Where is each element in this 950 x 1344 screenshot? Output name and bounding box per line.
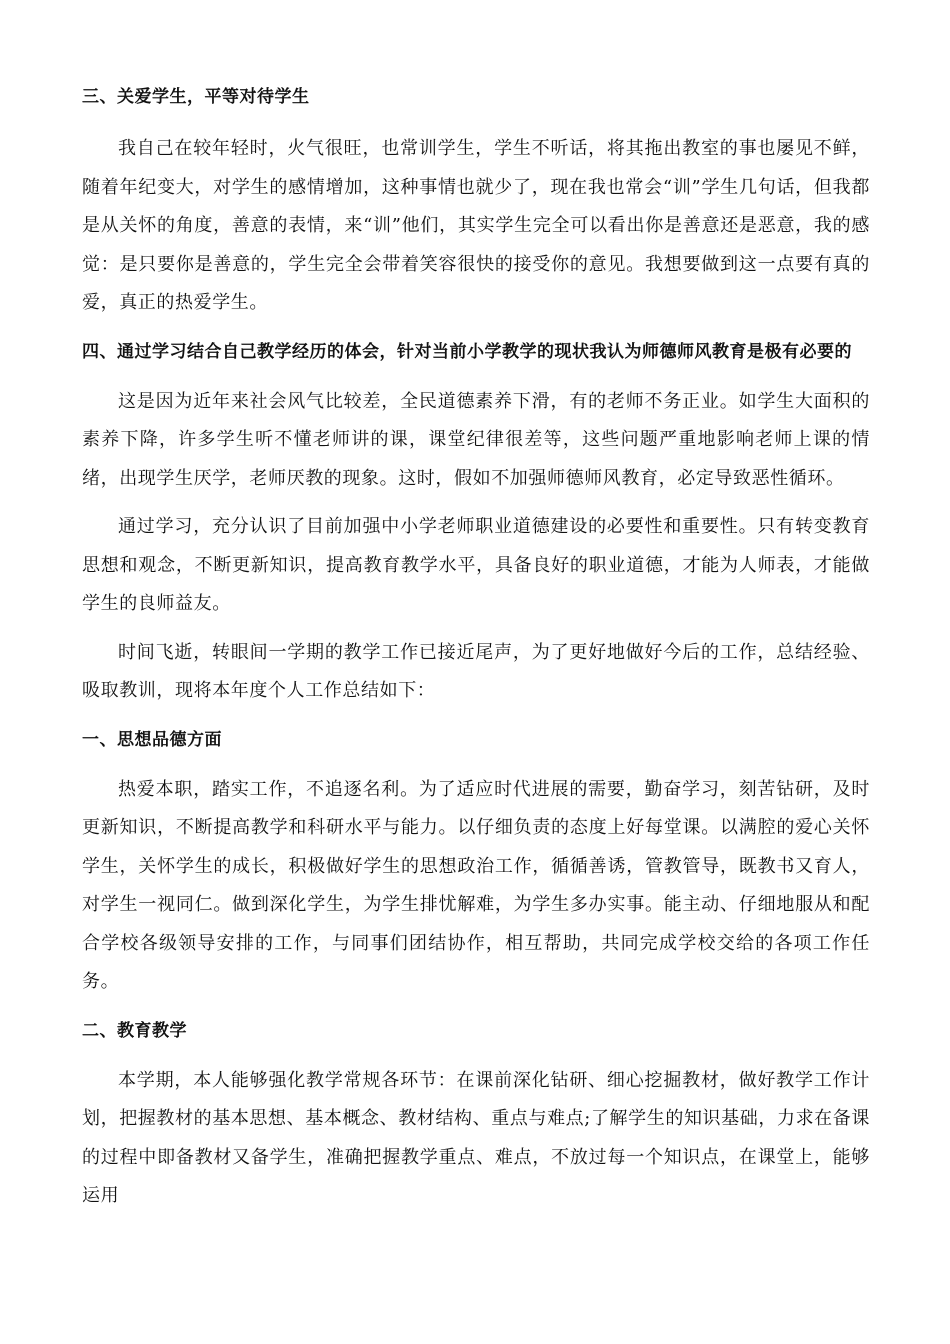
section-heading-teaching: 二、教育教学 (82, 1020, 187, 1041)
section-heading-care-students: 三、关爱学生，平等对待学生 (82, 87, 310, 107)
paragraph-care-students: 我自己在较年轻时，火气很旺，也常训学生，学生不听话，将其拖出教室的事也屡见不鲜，随着年纪变大，对学生的感情增加，这种事情也就少了，现在我也常会“训”学生几句话，但我都是从关怀的角度，善意的表情，来“训”他们，其实学生完全可以看出你是善意还是恶意，我的感觉：是只要你是善意的，学生完全会带着笑容很快的接受你的意见。我想要做到这一点要有真的爱，真正的热爱学生。 (82, 138, 870, 313)
paragraph-ideology-morality: 热爱本职，踏实工作，不追逐名利。为了适应时代进展的需要，勤奋学习，刻苦钻研，及时更新知识，不断提高教学和科研水平与能力。以仔细负责的态度上好每堂课。以满腔的爱心关怀学生，关怀学生的成长，积极做好学生的思想政治工作，循循善诱，管教管导，既教书又育人，对学生一视同仁。做到深化学生，为学生排忧解难，为学生多办实事。能主动、仔细地服从和配合学校各级领导安排的工作，与同事们团结协作，相互帮助，共同完成学校交给的各项工作任务。 (82, 778, 870, 992)
section-heading-ideology-morality: 一、思想品德方面 (82, 729, 222, 750)
section-heading-ethics-education: 四、通过学习结合自己教学经历的体会，针对当前小学教学的现状我认为师德师风教育是极有必要的 (82, 341, 852, 362)
paragraph-summary-intro: 时间飞逝，转眼间一学期的教学工作已接近尾声，为了更好地做好今后的工作，总结经验、吸取教训，现将本年度个人工作总结如下： (82, 641, 870, 701)
paragraph-social-climate: 这是因为近年来社会风气比较差，全民道德素养下滑，有的老师不务正业。如学生大面积的素养下降，许多学生听不懂老师讲的课，课堂纪律很差等，这些问题严重地影响老师上课的情绪，出现学生厌学，老师厌教的现象。这时，假如不加强师德师风教育，必定导致恶性循环。 (82, 390, 870, 489)
paragraph-teaching: 本学期，本人能够强化教学常规各环节：在课前深化钻研、细心挖掘教材，做好教学工作计划，把握教材的基本思想、基本概念、教材结构、重点与难点;了解学生的知识基础，力求在备课的过程中即备教材又备学生，准确把握教学重点、难点，不放过每一个知识点，在课堂上，能够运用 (82, 1069, 870, 1206)
paragraph-learning-outcome: 通过学习，充分认识了目前加强中小学老师职业道德建设的必要性和重要性。只有转变教育思想和观念，不断更新知识，提高教育教学水平，具备良好的职业道德，才能为人师表，才能做学生的良师益友。 (82, 516, 870, 614)
